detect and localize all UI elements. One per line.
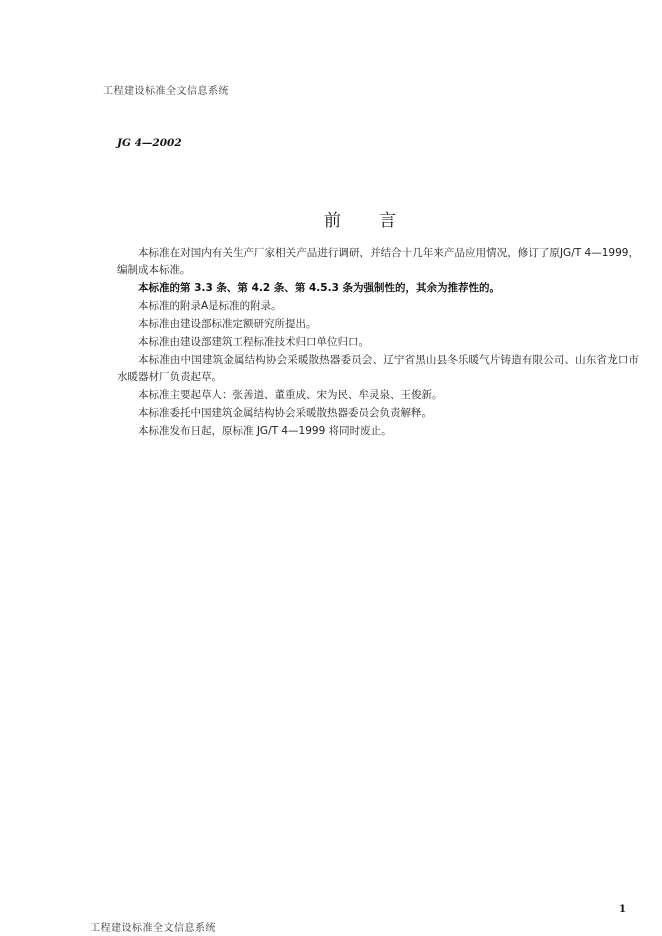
preface-paragraph: 本标准由中国建筑金属结构协会采暖散热器委员会、辽宁省黑山县冬乐暖气片铸造有限公司、山东省龙口市水暖器材厂负责起草。 xyxy=(117,354,639,383)
preface-paragraph: 本标准发布日起，原标准 JG/T 4—1999 将同时废止。 xyxy=(138,425,392,437)
preface-paragraph: 本标准委托中国建筑金属结构协会采暖散热器委员会负责解释。 xyxy=(138,407,432,419)
preface-paragraph: 本标准由建设部建筑工程标准技术归口单位归口。 xyxy=(138,336,369,348)
footer-system-name: 工程建设标准全文信息系统 xyxy=(90,923,216,934)
preface-body xyxy=(117,245,639,441)
page-number: 1 xyxy=(619,904,626,915)
page-title: 前言 xyxy=(324,211,434,231)
preface-paragraph-mandatory: 本标准的第 3.3 条、第 4.2 条、第 4.5.3 条为强制性的，其余为推荐性的。 xyxy=(138,282,501,294)
preface-paragraph: 本标准由建设部标准定额研究所提出。 xyxy=(138,318,317,330)
preface-paragraph: 本标准在对国内有关生产厂家相关产品进行调研，并结合十几年来产品应用情况，修订了原JG/T 4—1999，编制成本标准。 xyxy=(117,247,639,276)
preface-paragraph: 本标准的附录A是标准的附录。 xyxy=(138,300,282,312)
preface-paragraph: 本标准主要起草人：张善道、董重成、宋为民、牟灵泉、王俊新。 xyxy=(138,389,443,401)
header-system-name: 工程建设标准全文信息系统 xyxy=(103,86,229,97)
standard-code: JG 4—2002 xyxy=(117,137,182,149)
